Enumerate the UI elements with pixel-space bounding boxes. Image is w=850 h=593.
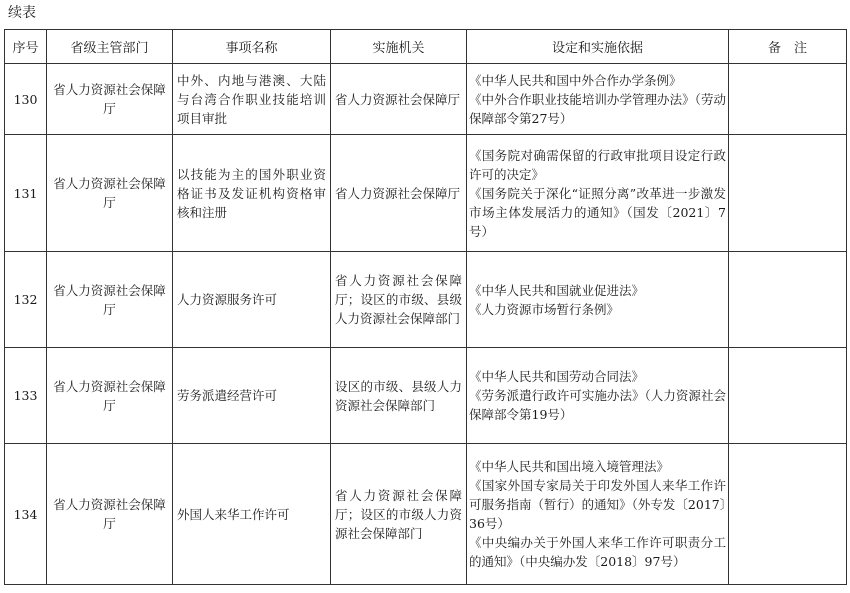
header-note: 备 注 (729, 30, 847, 64)
row-num: 130 (5, 64, 47, 135)
admin-permit-table (4, 29, 847, 585)
header-num: 序号 (5, 30, 47, 64)
row-dept: 省人力资源社会保障厅 (47, 252, 173, 348)
row-name: 人力资源服务许可 (173, 252, 331, 348)
row-note (729, 444, 847, 585)
row-agency: 省人力资源社会保障厅；设区的市级、县级人力资源社会保障部门 (331, 252, 467, 348)
row-agency: 省人力资源社会保障厅 (331, 135, 467, 252)
row-basis (467, 252, 729, 348)
basis-line: 《中华人民共和国劳动合同法》 (469, 369, 645, 384)
row-num: 134 (5, 444, 47, 585)
header-dept: 省级主管部门 (47, 30, 173, 64)
row-num: 132 (5, 252, 47, 348)
row-basis (467, 135, 729, 252)
table-caption: 续表 (8, 5, 36, 21)
basis-line: 《中央编办关于外国人来华工作许可职责分工的通知》（中央编办发〔2018〕97号） (469, 535, 726, 569)
row-basis (467, 64, 729, 135)
table-row (5, 444, 847, 585)
header-name: 事项名称 (173, 30, 331, 64)
basis-line: 《国家外国专家局关于印发外国人来华工作许可服务指南（暂行）的通知》（外专发〔2017〕36号） (469, 478, 726, 531)
table-row (5, 348, 847, 444)
row-name: 外国人来华工作许可 (173, 444, 331, 585)
basis-line: 《中华人民共和国中外合作办学条例》 (469, 72, 682, 88)
header-basis: 设定和实施依据 (467, 30, 729, 64)
row-dept: 省人力资源社会保障厅 (47, 64, 173, 135)
basis-line: 《国务院对确需保留的行政审批项目设定行政许可的决定》 (469, 147, 726, 182)
row-note (729, 135, 847, 252)
table-header-row (5, 30, 847, 64)
row-agency: 省人力资源社会保障厅；设区的市级人力资源社会保障部门 (331, 444, 467, 585)
row-note (729, 64, 847, 135)
table-row (5, 252, 847, 348)
basis-line: 《人力资源市场暂行条例》 (469, 301, 620, 317)
row-basis (467, 348, 729, 444)
row-dept: 省人力资源社会保障厅 (47, 444, 173, 585)
row-num: 133 (5, 348, 47, 444)
row-agency: 省人力资源社会保障厅 (331, 64, 467, 135)
basis-line: 《中华人民共和国就业促进法》 (469, 282, 645, 298)
basis-line: 《中华人民共和国出境入境管理法》 (469, 459, 670, 474)
table-row (5, 135, 847, 252)
header-agency: 实施机关 (331, 30, 467, 64)
row-note (729, 252, 847, 348)
basis-line: 《国务院关于深化“证照分离”改革进一步激发市场主体发展活力的通知》（国发〔2021〕7号） (469, 185, 726, 239)
row-name: 以技能为主的国外职业资格证书及发证机构资格审核和注册 (173, 135, 331, 252)
row-num: 131 (5, 135, 47, 252)
basis-line: 《劳务派遣行政许可实施办法》（人力资源社会保障部令第19号） (469, 388, 726, 422)
row-name: 中外、内地与港澳、大陆与台湾合作职业技能培训项目审批 (173, 64, 331, 135)
row-agency: 设区的市级、县级人力资源社会保障部门 (331, 348, 467, 444)
row-note (729, 348, 847, 444)
table-row (5, 64, 847, 135)
row-dept: 省人力资源社会保障厅 (47, 135, 173, 252)
basis-line: 《中外合作职业技能培训办学管理办法》（劳动保障部令第27号） (469, 91, 726, 126)
row-dept: 省人力资源社会保障厅 (47, 348, 173, 444)
row-basis (467, 444, 729, 585)
row-name: 劳务派遣经营许可 (173, 348, 331, 444)
